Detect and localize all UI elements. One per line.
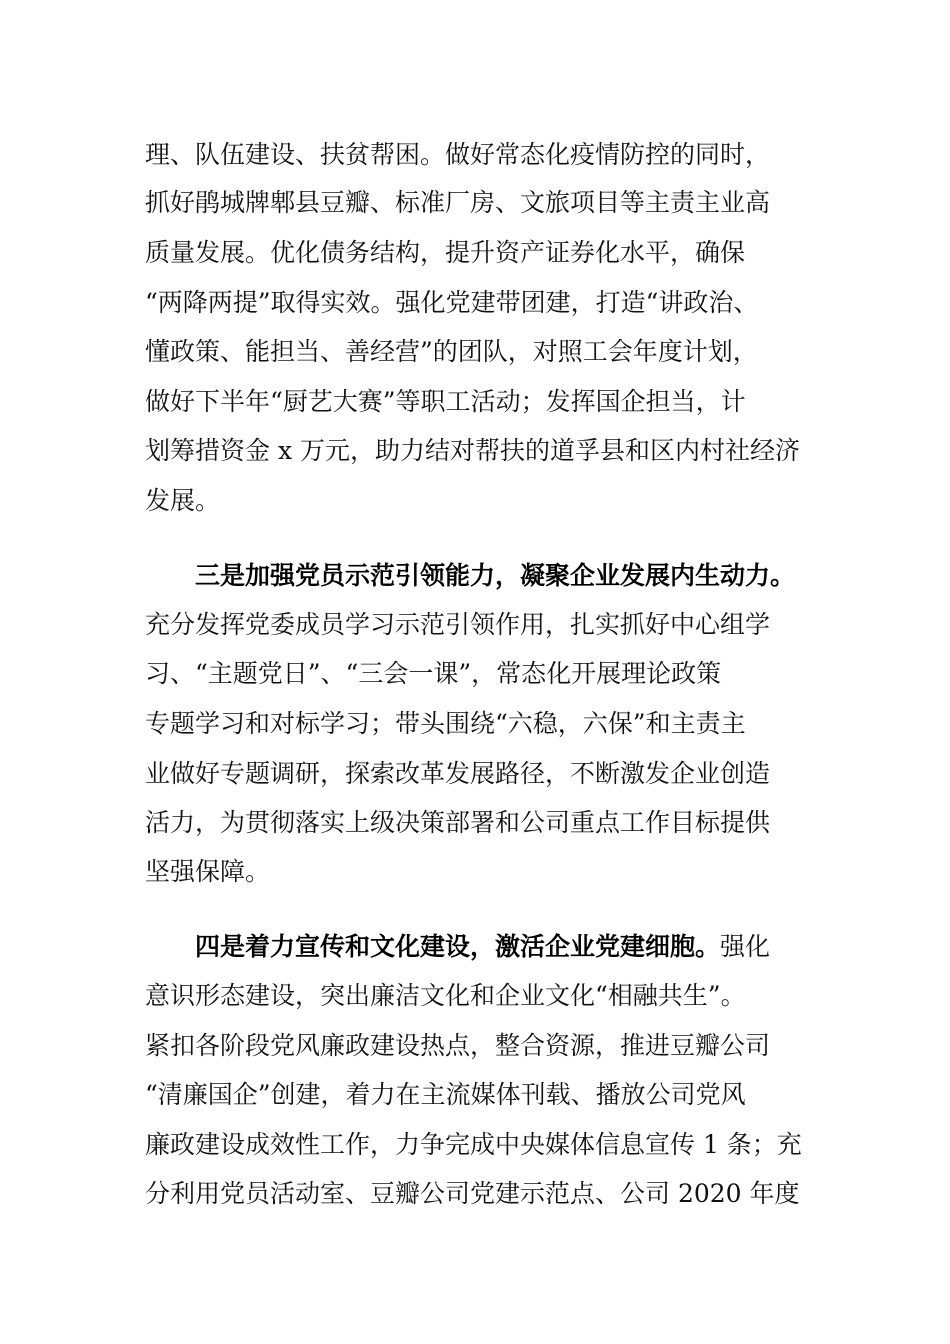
paragraph-2-heading: 三是加强党员示范引领能力，凝聚企业发展内生动力。 xyxy=(195,561,796,590)
paragraph-3-first-line xyxy=(195,930,770,964)
paragraph-1-line-1: 理、队伍建设、扶贫帮困。做好常态化疫情防控的同时， xyxy=(145,140,771,169)
paragraph-1-line-5: 懂政策、能担当、善经营”的团队，对照工会年度计划， xyxy=(145,337,758,366)
paragraph-1-line-8: 发展。 xyxy=(145,486,221,515)
paragraph-1-line-6: 做好下半年“厨艺大赛”等职工活动；发挥国企担当，计 xyxy=(145,387,746,416)
paragraph-3-heading: 四是着力宣传和文化建设，激活企业党建细胞。 xyxy=(195,932,721,961)
paragraph-1-line-4: “两降两提”取得实效。强化党建带团建，打造“讲政治、 xyxy=(145,288,759,317)
paragraph-2-line-6: 坚强保障。 xyxy=(145,857,271,886)
paragraph-3-heading-tail: 强化 xyxy=(720,932,771,961)
paragraph-1-line-3: 质量发展。优化债务结构，提升资产证券化水平，确保 xyxy=(145,238,746,267)
paragraph-2-line-4: 业做好专题调研，探索改革发展路径，不断激发企业创造 xyxy=(145,759,771,788)
paragraph-3-line-2: 紧扣各阶段党风廉政建设热点，整合资源，推进豆瓣公司 xyxy=(145,1031,771,1060)
paragraph-3-line-3: “清廉国企”创建，着力在主流媒体刊载、播放公司党风 xyxy=(145,1080,746,1109)
paragraph-3-line-1: 意识形态建设，突出廉洁文化和企业文化“相融共生”。 xyxy=(145,981,746,1010)
paragraph-3-line-4: 廉政建设成效性工作，力争完成中央媒体信息宣传 1 条；充 xyxy=(145,1130,802,1159)
paragraph-2-line-3: 专题学习和对标学习；带头围绕“六稳，六保”和主责主 xyxy=(145,709,746,738)
paragraph-2-line-5: 活力，为贯彻落实上级决策部署和公司重点工作目标提供 xyxy=(145,808,771,837)
paragraph-2-line-2: 习、“主题党日”、“三会一课”，常态化开展理论政策 xyxy=(145,659,722,688)
paragraph-1-line-7: 划筹措资金 x 万元，助力结对帮扶的道孚县和区内村社经济 xyxy=(145,436,800,465)
paragraph-1-line-2: 抓好鹃城牌郫县豆瓣、标准厂房、文旅项目等主责主业高 xyxy=(145,188,771,217)
paragraph-3-line-5: 分利用党员活动室、豆瓣公司党建示范点、公司 2020 年度 xyxy=(145,1179,800,1208)
paragraph-2-line-1: 充分发挥党委成员学习示范引领作用，扎实抓好中心组学 xyxy=(145,610,771,639)
